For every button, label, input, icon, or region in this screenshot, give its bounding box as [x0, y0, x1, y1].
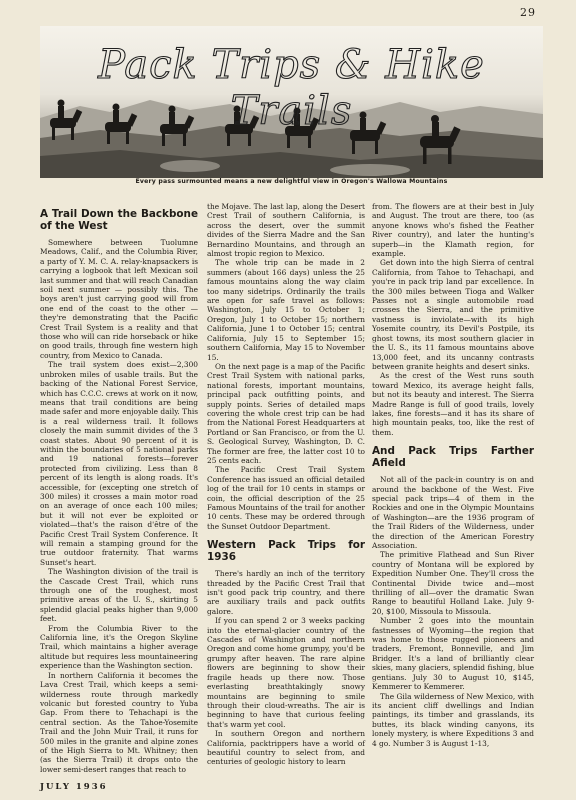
issue-date: JULY 1936	[40, 782, 108, 792]
paragraph: The Washington division of the trail is the Cascade Crest Trail, which runs through one of the roughest, most primitive areas of the U. S., skirting 5 splendid glacial peaks higher than 9,000 feet.	[40, 567, 198, 624]
column-1	[40, 208, 198, 774]
photo-caption: Every pass surmounted means a new delightful view in Oregon's Wallowa Mountains	[135, 178, 448, 185]
paragraph: If you can spend 2 or 3 weeks packing into the eternal-glacier country of the Cascades of Washington and northern Oregon and come home grumpy, you'd be grumpy after heaven. The rare alpine flowers are beginning to show their fragile heads up there now. Those everlasting breathtakingly snowy mountains are beginning to smile through their cloud-wreaths. The air is beginning to have that curious feeling that's warm yet cool.	[207, 616, 365, 729]
column-2	[207, 202, 365, 767]
column-3	[372, 202, 534, 748]
paragraph: There's hardly an inch of the territory threaded by the Pacific Crest Trail that isn't good pack trip country, and there are auxiliary trails and pack outfits galore.	[207, 569, 365, 616]
paragraph: The Pacific Crest Trail System Conference has issued an official detailed log of the trail for 10 cents in stamps or coin, the official description of the 25 Famous Mountains of the trail for another 10 cents. These may be ordered through the Sunset Outdoor Department.	[207, 465, 365, 531]
article-heading-farther: And Pack Trips Farther Afield	[372, 445, 534, 470]
paragraph: On the next page is a map of the Pacific Crest Trail System with national parks, national forests, important mountains, principal pack outfitting points, and supply points. Series of detailed maps covering the whole crest trip can be had from the National Forest Headquarters at Portland or San Francisco, or from the U. S. Geological Survey, Washington, D. C. The former are free, the latter cost 10 to 25 cents each.	[207, 361, 365, 465]
paragraph: In southern Oregon and northern California, packtrippers have a world of beautiful country to select from, and centuries of geologic history to learn	[207, 729, 365, 767]
paragraph: Not all of the pack-in country is on and around the backbone of the West. Five special pack trips—4 of them in the Rockies and one in the Olympic Mountains of Washington—are the 1936 program of the Trail Riders of the Wilderness, under the direction of the American Forestry Association.	[372, 475, 534, 550]
paragraph: the Mojave. The last lap, along the Desert Crest Trail of southern California, is across the desert, over the summit divides of the Sierra Madre and the San Bernardino Mountains, and through an almost tropic region to Mexico.	[207, 202, 365, 259]
paragraph: Number 2 goes into the mountain fastnesses of Wyoming—the region that was home to those rugged pioneers and traders, Fremont, Bonneville, and Jim Bridger. It's a land of brilliantly clear skies, many glaciers, splendid fishing, blue gentians. July 30 to August 10, $145, Kemmerer to Kemmerer.	[372, 616, 534, 692]
paragraph: Somewhere between Tuolumne Meadows, Calif., and the Columbia River, a party of Y. M. C. A. relay-knapsackers is carrying a logbook that left Mexican soil last summer and that will reach Canadian soil next summer — possibly this. The boys aren't just carrying good will from one end of the coast to the other — they're demonstrating that the Pacific Crest Trail System is a reality and that those who will can ride horseback or hike on good trails, through fine western high country, from Mexico to Canada.	[40, 238, 198, 360]
paragraph: from. The flowers are at their best in July and August. The trout are there, too (as anyone knows who's fished the Feather River country), and later the hunting's superb—in the Klamath region, for example.	[372, 202, 534, 259]
paragraph: In northern California it becomes the Lava Crest Trail, which keeps a semi-wilderness route through markedly volcanic but forested country to Yuba Gap. From there to Tehachapi is the central section. As the Tahoe-Yosemite Trail and the John Muir Trail, it runs for 500 miles in the granite and alpine zones of the High Sierra to Mt. Whitney; then (as the Sierra Trail) it drops onto the lower semi-desert ranges that reach to	[40, 670, 198, 774]
paragraph: As the crest of the West runs south toward Mexico, its average height falls, but not its beauty and interest. The Sierra Madre Range is full of good trails, lovely lakes, fine forests—and it has its share of high mountain peaks, too, like the rest of them.	[372, 371, 534, 437]
paragraph: Get down into the high Sierra of central California, from Tahoe to Tehachapi, and you're in pack trip land par excellence. In the 300 miles between Tioga and Walker Passes not a single automobile road crosses the Sierra, and the primitive vastness is inviolate—with its high Yosemite country, its Devil's Postpile, its ghost towns, its most southern glacier in the U. S., its 11 famous mountains above 13,000 feet, and its uncanny contrasts between granite heights and desert sinks.	[372, 258, 534, 371]
article-heading-western: Western Pack Trips for 1936	[207, 539, 365, 564]
page-number: 29	[520, 6, 536, 19]
paragraph: From the Columbia River to the California line, it's the Oregon Skyline Trail, which maintains a higher average altitude but requires less mountaineering experience than the Washington section.	[40, 623, 198, 671]
banner-title: Pack Trips & Hike Trails	[98, 42, 485, 134]
article-heading-trail-down: A Trail Down the Backbone of the West	[40, 208, 198, 232]
paragraph: The whole trip can be made in 2 summers (about 166 days) unless the 25 famous mountains along the way claim too many sidetrips. Ordinarily the trails are open for safe travel as follows: Washington, July 15 to October 1; Oregon, July 1 to October 15; northern California, June 1 to October 15; central California, July 15 to September 15; southern California, May 15 to November 15.	[207, 258, 365, 362]
banner-photo	[40, 26, 543, 178]
paragraph: The primitive Flathead and Sun River country of Montana will be explored by Expedition Number One. They'll cross the Continental Divide twice and—most thrilling of all—over the dramatic Swan Range to beautiful Holland Lake. July 9-20, $100, Missoula to Missoula.	[372, 550, 534, 616]
paragraph: The trail system does exist—2,300 unbroken miles of usable trails. But the backing of the National Forest Service, which has C.C.C. crews at work on it now, means that trail conditions are being made safer and more enjoyable daily. This is a real wilderness trail. It follows closely the main summit divides of the 3 coast states. About 90 percent of it is within the boundaries of 5 national parks and 19 national forests—forever protected from civilizing. Less than 8 percent of its length is along roads. It's accessible, for (excepting one stretch of 300 miles) it crosses a main motor road on an average of once each 100 miles; but it will not ever be exploited or violated—that's the raison d'être of the Pacific Crest Trail System Conference. It will remain a stamping ground for the true outdoor fraternity. That warms Sunset's heart.	[40, 360, 198, 567]
paragraph: The Gila wilderness of New Mexico, with its ancient cliff dwellings and Indian paintings, its timber and grasslands, its buttes, its black winding canyons, its lonely mystery, is where Expeditions 3 and 4 go. Number 3 is August 1-13,	[372, 691, 534, 748]
